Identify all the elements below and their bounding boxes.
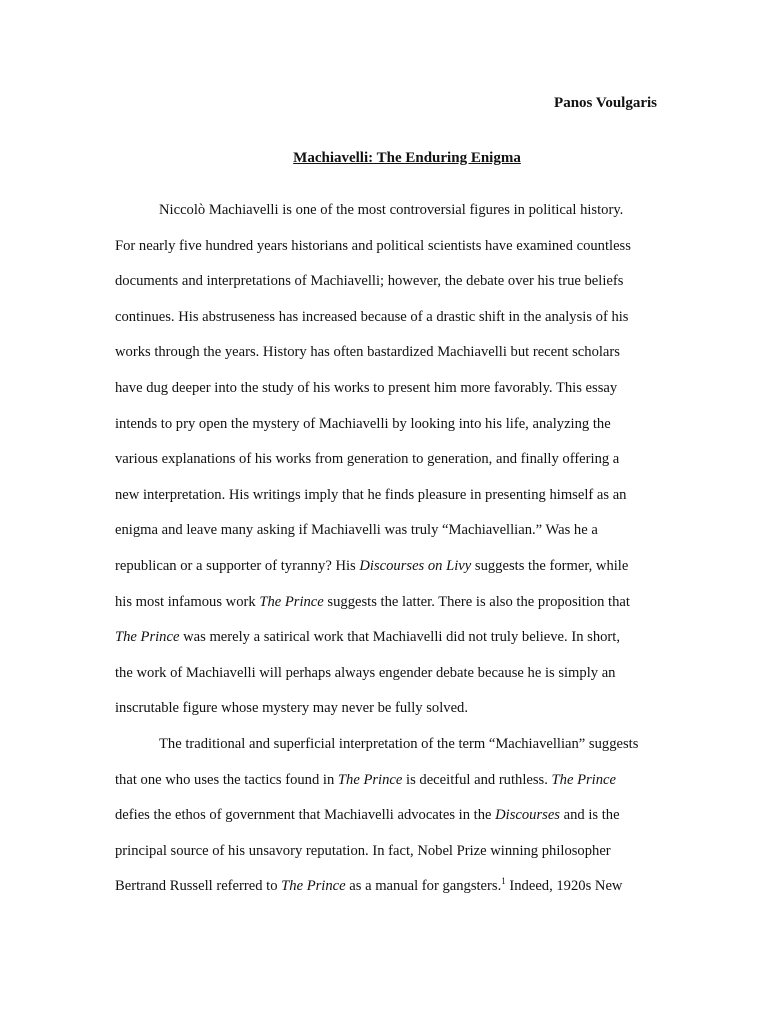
- text-run: the work of Machiavelli will perhaps always engender debate because he is simply an: [115, 664, 616, 681]
- text-line: [115, 271, 675, 307]
- text-run: works through the years. History has often bastardized Machiavelli but recent scholars: [115, 344, 620, 361]
- text-run: For nearly five hundred years historians and political scientists have examined countless: [115, 237, 631, 254]
- text-run: suggests the former, while: [471, 557, 629, 574]
- text-run: inscrutable figure whose mystery may never be fully solved.: [115, 700, 468, 717]
- italic-text: Discourses on Livy: [359, 557, 472, 574]
- text-line: [115, 698, 675, 734]
- text-run: new interpretation. His writings imply that he finds pleasure in presenting himself as an: [115, 486, 627, 503]
- text-line: [115, 805, 675, 841]
- text-line: [115, 449, 675, 485]
- author-name: Panos Voulgaris: [554, 95, 657, 111]
- text-line: [115, 520, 675, 556]
- text-line: [115, 485, 675, 521]
- text-run: Niccolò Machiavelli is one of the most controversial figures in political history.: [159, 202, 624, 218]
- text-run: documents and interpretations of Machiavelli; however, the debate over his true beliefs: [115, 273, 624, 290]
- text-line: [115, 307, 675, 343]
- text-run: various explanations of his works from generation to generation, and finally offering a: [115, 451, 620, 468]
- text-line: [115, 876, 675, 912]
- text-run: continues. His abstruseness has increased because of a drastic shift in the analysis of his: [115, 308, 629, 325]
- text-line: [115, 734, 675, 770]
- text-line: [115, 770, 675, 806]
- italic-text: The Prince: [281, 878, 346, 895]
- text-run: republican or a supporter of tyranny? His: [115, 557, 360, 574]
- text-run: his most infamous work: [115, 593, 260, 610]
- italic-text: The Prince: [337, 771, 403, 788]
- text-run: have dug deeper into the study of his works to present him more favorably. This essay: [115, 379, 618, 396]
- text-run: as a manual for gangsters.: [345, 878, 502, 895]
- text-line: [115, 841, 675, 877]
- document-title: Machiavelli: The Enduring Enigma: [293, 150, 521, 166]
- text-line: [115, 200, 675, 236]
- text-line: [115, 414, 675, 450]
- text-run: The traditional and superficial interpretation of the term “Machiavellian” suggests: [159, 735, 639, 752]
- text-line: [115, 342, 675, 378]
- text-run: and is the: [560, 807, 620, 824]
- text-run: principal source of his unsavory reputation. In fact, Nobel Prize winning philosopher: [115, 842, 611, 859]
- text-line: [115, 378, 675, 414]
- text-run: was merely a satirical work that Machiavelli did not truly believe. In short,: [179, 629, 620, 646]
- text-line: [115, 556, 675, 592]
- footnote-marker: 1: [501, 876, 506, 887]
- italic-text: The Prince: [551, 771, 616, 788]
- text-line: [115, 236, 675, 272]
- text-line: [115, 592, 675, 628]
- text-run: enigma and leave many asking if Machiavelli was truly “Machiavellian.” Was he a: [115, 522, 598, 539]
- text-run: that one who uses the tactics found in: [115, 771, 338, 788]
- text-line: [115, 663, 675, 699]
- text-run: Bertrand Russell referred to: [115, 878, 282, 895]
- text-run: is deceitful and ruthless.: [402, 771, 552, 788]
- text-line: [115, 627, 675, 663]
- text-run: intends to pry open the mystery of Machiavelli by looking into his life, analyzing the: [115, 415, 611, 432]
- text-run: Indeed, 1920s New: [505, 878, 623, 895]
- italic-text: Discourses: [495, 807, 560, 824]
- body-text: [115, 200, 675, 912]
- italic-text: The Prince: [115, 629, 180, 646]
- text-run: defies the ethos of government that Machiavelli advocates in the: [115, 807, 496, 824]
- text-run: suggests the latter. There is also the proposition that: [323, 593, 630, 610]
- italic-text: The Prince: [259, 593, 324, 610]
